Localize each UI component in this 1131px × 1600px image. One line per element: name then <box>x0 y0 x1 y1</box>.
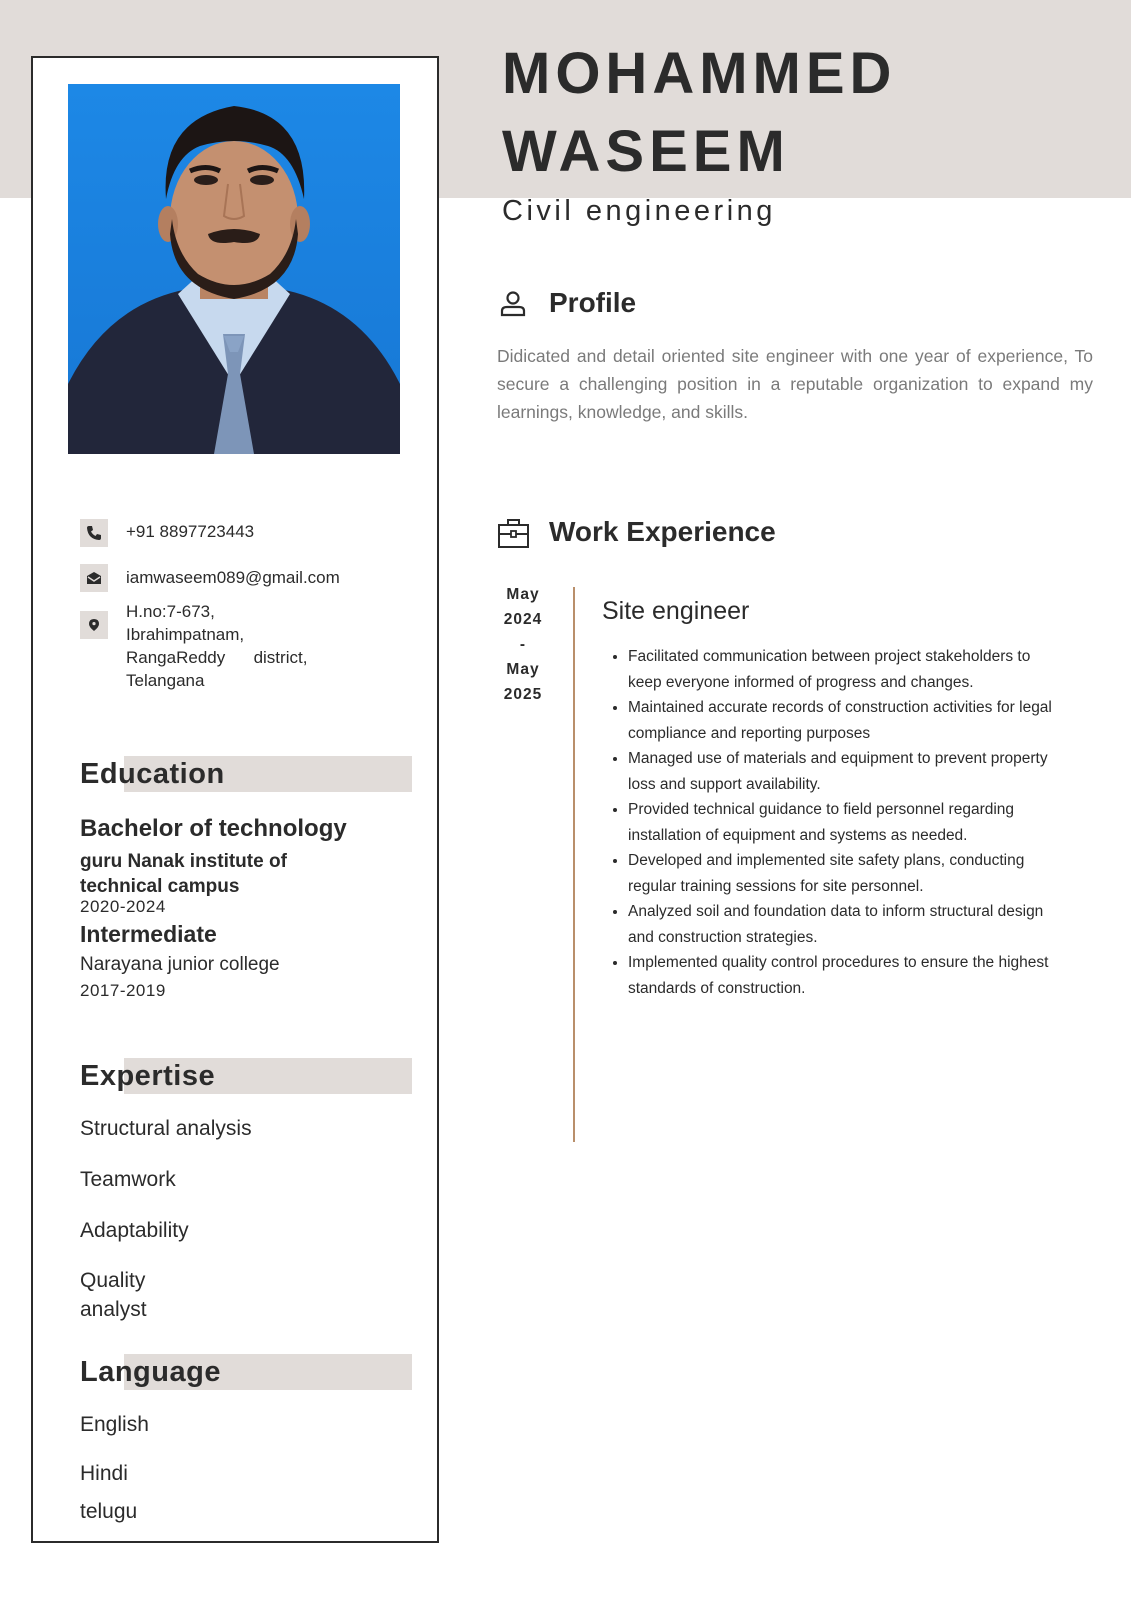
responsibility-item: • Maintained accurate records of construction activities for legal compliance and reporting purposes <box>628 695 1068 746</box>
expertise-item: Quality <box>80 1269 146 1292</box>
expertise-heading-text: Expertise <box>80 1060 216 1092</box>
person-icon <box>499 289 527 317</box>
profile-heading: Profile <box>549 287 637 318</box>
date-line: 2025 <box>503 686 543 703</box>
institute-line: technical campus <box>80 876 240 897</box>
intermediate-years: 2017-2019 <box>80 981 166 1000</box>
responsibility-item: • Implemented quality control procedures to ensure the highest standards of construction. <box>628 950 1068 1001</box>
address-line: H.no:7-673, <box>126 602 215 621</box>
intermediate-title: Intermediate <box>80 921 217 947</box>
language-item: telugu <box>80 1500 138 1523</box>
responsibility-item: • Facilitated communication between project stakeholders to keep everyone informed of progress and changes. <box>628 644 1068 695</box>
timeline-divider <box>573 587 575 1142</box>
responsibility-item: • Developed and implemented site safety plans, conducting regular training sessions for site personnel. <box>628 848 1068 899</box>
expertise-item: Adaptability <box>80 1219 189 1242</box>
phone-icon <box>80 519 108 547</box>
language-item: Hindi <box>80 1462 128 1485</box>
date-line: - <box>519 636 527 653</box>
education-heading-text: Education <box>80 758 225 790</box>
address-line: RangaReddy district, <box>126 648 308 667</box>
responsibility-item: • Analyzed soil and foundation data to inform structural design and construction strategies. <box>628 899 1068 950</box>
date-line: May <box>506 586 540 603</box>
responsibility-item: • Provided technical guidance to field personnel regarding installation of equipment and systems as needed. <box>628 797 1068 848</box>
briefcase-icon <box>497 517 530 550</box>
location-icon <box>80 611 108 639</box>
expertise-heading <box>80 1058 412 1094</box>
responsibilities-list <box>612 644 1068 1001</box>
first-name: MOHAMMED <box>502 41 897 106</box>
address-text <box>126 600 336 692</box>
education-heading <box>80 756 412 792</box>
profile-photo <box>68 84 400 454</box>
expertise-item: Structural analysis <box>80 1117 252 1140</box>
expertise-item: analyst <box>80 1298 147 1321</box>
language-heading <box>80 1354 412 1390</box>
job-position: Site engineer <box>602 597 750 625</box>
profile-summary: Didicated and detail oriented site engineer with one year of experience, To secure a challenging position in a reputable organization to expand my learnings, knowledge, and skills. <box>497 346 1093 422</box>
email-address: iamwaseem089@gmail.com <box>126 568 340 587</box>
language-heading-text: Language <box>80 1356 221 1388</box>
address-line: Telangana <box>126 671 205 690</box>
responsibility-item: • Managed use of materials and equipment to prevent property loss and support availability. <box>628 746 1068 797</box>
institute-line: guru Nanak institute of <box>80 851 287 872</box>
email-icon <box>80 564 108 592</box>
employment-period <box>490 582 556 707</box>
last-name: WASEEM <box>502 119 790 184</box>
date-line: May <box>506 661 540 678</box>
degree-title: Bachelor of technology <box>80 815 347 842</box>
job-title-subtitle: Civil engineering <box>502 195 776 227</box>
institute-name <box>80 849 287 899</box>
college-name: Narayana junior college <box>80 954 280 975</box>
address-line: Ibrahimpatnam, <box>126 625 245 644</box>
phone-number: +91 8897723443 <box>126 522 255 541</box>
degree-years: 2020-2024 <box>80 897 166 916</box>
expertise-item: Teamwork <box>80 1168 176 1191</box>
work-experience-heading: Work Experience <box>549 516 776 547</box>
language-item: English <box>80 1413 149 1436</box>
date-line: 2024 <box>503 611 543 628</box>
